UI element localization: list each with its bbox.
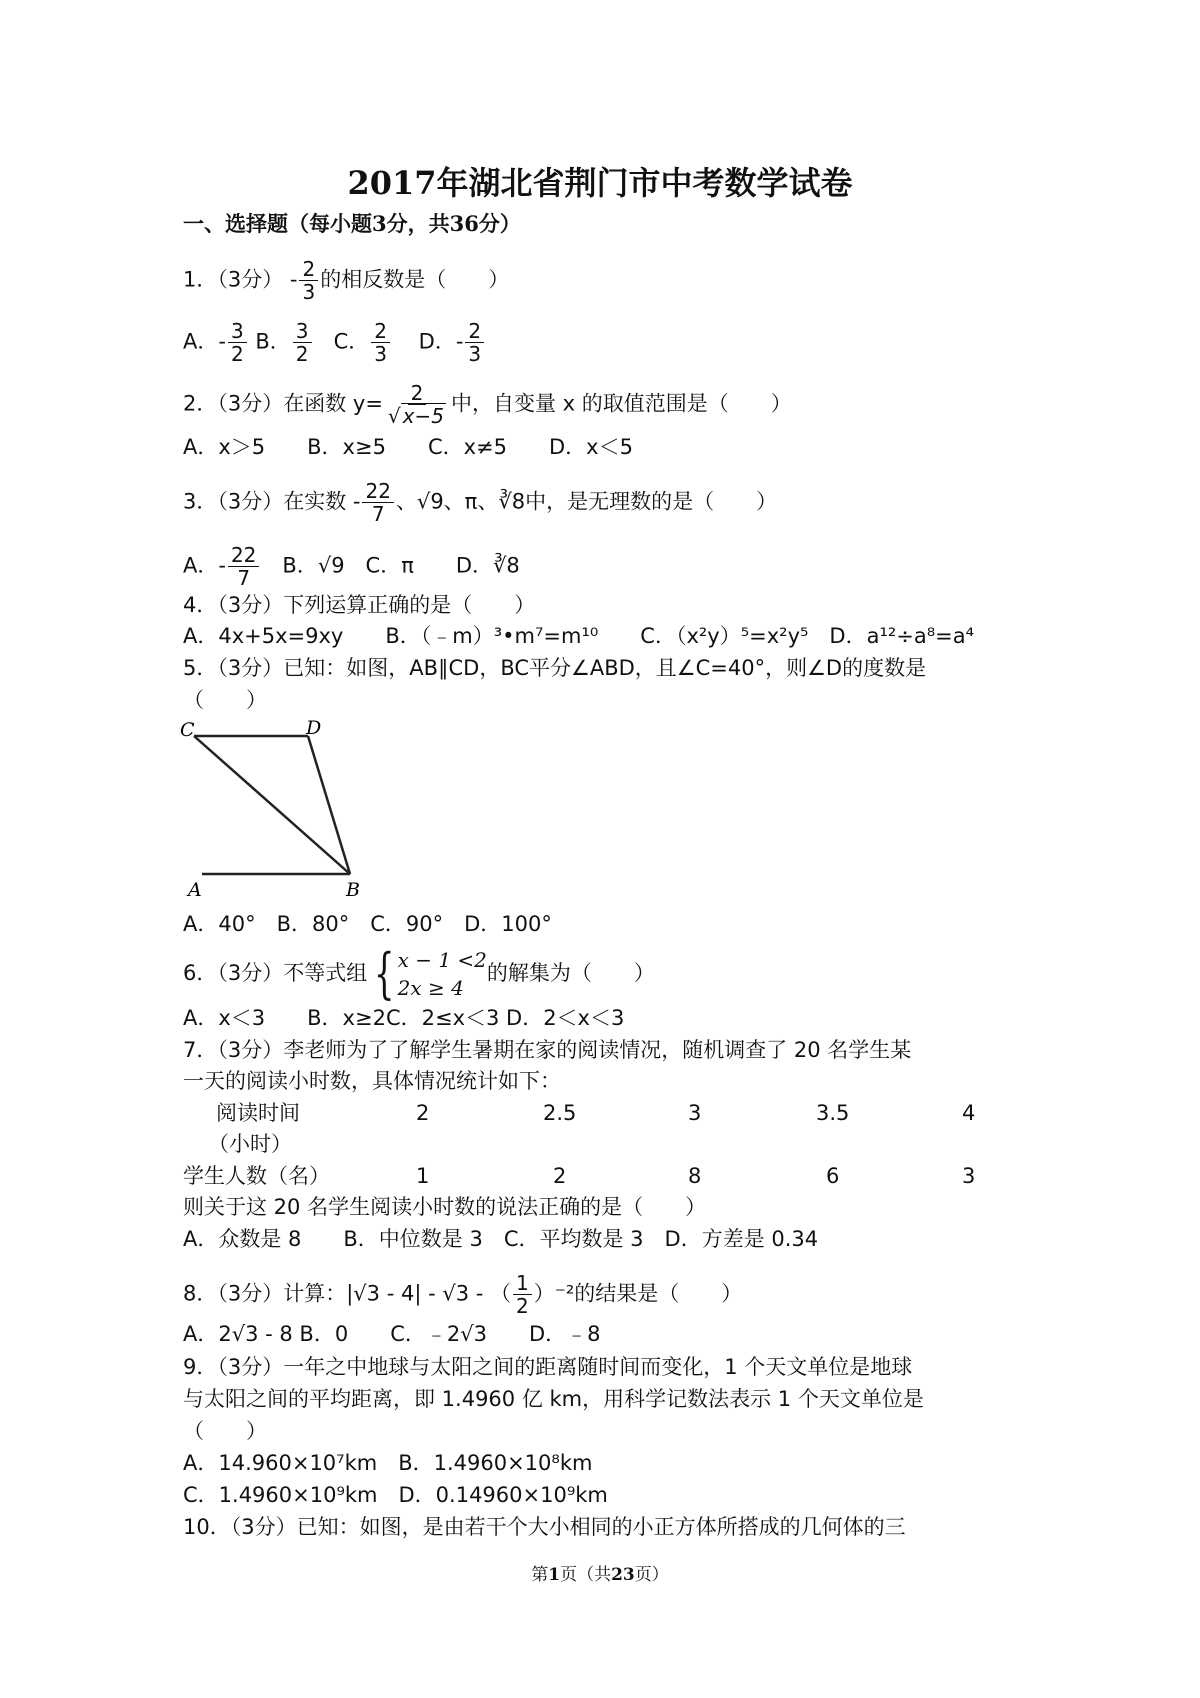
question-9-options-1: A．14.960×10⁷km B．1.4960×10⁸km (183, 1451, 593, 1475)
label-c: C (180, 720, 195, 741)
table-cell: 4 (962, 1101, 976, 1125)
question-3: 3．（3分）在实数 - $\frac{22}{7}$ 、√9、π、∛8中，是无理数的是（ ） (183, 479, 778, 526)
q1-prefix: 1．（3分） - (183, 267, 298, 292)
question-7: 7．（3分）李老师为了了解学生暑期在家的阅读情况，随机调查了 20 名学生某 (183, 1038, 912, 1062)
table-row2-label: 学生人数（名） (183, 1164, 330, 1188)
question-1-options: A．- $\frac{3}{2}$ B． $\frac{3}{2}$ C． $\frac{2}{3}$ D．- $\frac{2}{3}$ (183, 320, 486, 365)
question-7-options: A．众数是 8 B．中位数是 3 C．平均数是 3 D．方差是 0.34 (183, 1227, 819, 1251)
table-cell: 1 (416, 1164, 430, 1188)
label-d: D (306, 720, 322, 739)
section-heading: 一、选择题（每小题3分，共36分） (183, 211, 521, 236)
question-5-cont: （ ） (183, 688, 267, 712)
question-8-options: A．2√3 - 8 B．0 C．﹣2√3 D．﹣8 (183, 1322, 601, 1346)
table-cell: 8 (688, 1164, 702, 1188)
question-7-prompt: 则关于这 20 名学生阅读小时数的说法正确的是（ ） (183, 1195, 707, 1219)
q1-fraction: $\frac{2}{3}$ (299, 258, 318, 303)
question-8: 8．（3分）计算：|√3 - 4| - √3 - （ $\frac{1}{2}$ ）⁻²的结果是（ ） (183, 1271, 743, 1318)
segment-db (308, 736, 350, 874)
question-2: 2．（3分）在函数 y= $\frac{2}{√ x-5}$ 中，自变量 x 的取值范围是（ ） (183, 381, 792, 428)
table-row1-label: 阅读时间 (216, 1101, 300, 1125)
page-total: 23 (611, 1565, 635, 1585)
question-5-options: A．40° B．80° C．90° D．100° (183, 912, 552, 936)
table-cell: 2 (553, 1164, 567, 1188)
question-2-options: A．x＞5 B．x≥5 C．x≠5 D．x＜5 (183, 435, 633, 459)
page-title: 2017年湖北省荆门市中考数学试卷 (347, 164, 853, 202)
question-1 (183, 258, 509, 303)
table-row1-label-unit: （小时） (208, 1132, 292, 1156)
question-4-options: A．4x+5x=9xy B．（﹣m）³•m⁷=m¹⁰ C．（x²y）⁵=x²y⁵ D．a¹²÷a⁸=a⁴ (183, 624, 975, 648)
table-cell: 6 (826, 1164, 840, 1188)
page-number: 1 (548, 1565, 561, 1585)
table-cell: 3 (688, 1101, 702, 1125)
table-cell: 2.5 (543, 1101, 577, 1125)
table-cell: 3 (962, 1164, 976, 1188)
label-a: A (188, 879, 202, 900)
question-6-options: A．x＜3 B．x≥2C．2≤x＜3 D．2＜x＜3 (183, 1006, 625, 1030)
table-cell: 3.5 (816, 1101, 850, 1125)
table-cell: 2 (416, 1101, 430, 1125)
q5-geometry-figure (180, 720, 380, 900)
q1-suffix: 的相反数是（ ） (320, 267, 510, 292)
segment-cb (194, 736, 350, 874)
question-9-cont2: （ ） (183, 1419, 267, 1443)
system-brace: { (374, 942, 395, 1005)
question-3-options: A．- $\frac{22}{7}$ B．√9 C．π D．∛8 (183, 543, 520, 590)
question-7-cont: 一天的阅读小时数，具体情况统计如下： (183, 1069, 561, 1093)
q2-fraction: $\frac{2}{√ x-5}$ (387, 381, 444, 428)
label-b: B (346, 879, 360, 900)
question-4: 4．（3分）下列运算正确的是（ ） (183, 593, 536, 617)
question-6: 6．（3分）不等式组 { x − 1 <2 2x ≥ 4 的解集为（ ） (183, 942, 655, 1005)
question-5: 5．（3分）已知：如图，AB∥CD，BC平分∠ABD，且∠C=40°，则∠D的度数是 (183, 656, 927, 680)
inequality-system: x − 1 <2 2x ≥ 4 (397, 948, 487, 1000)
question-9: 9．（3分）一年之中地球与太阳之间的距离随时间而变化，1 个天文单位是地球 (183, 1355, 913, 1379)
question-9-options-2: C．1.4960×10⁹km D．0.14960×10⁹km (183, 1483, 608, 1507)
question-9-cont: 与太阳之间的平均距离，即 1.4960 亿 km，用科学记数法表示 1 个天文单位是 (183, 1387, 924, 1411)
question-10: 10．（3分）已知：如图，是由若干个大小相同的小正方体所搭成的几何体的三 (183, 1515, 906, 1539)
page-footer: 第1页（共23页） (531, 1565, 669, 1585)
